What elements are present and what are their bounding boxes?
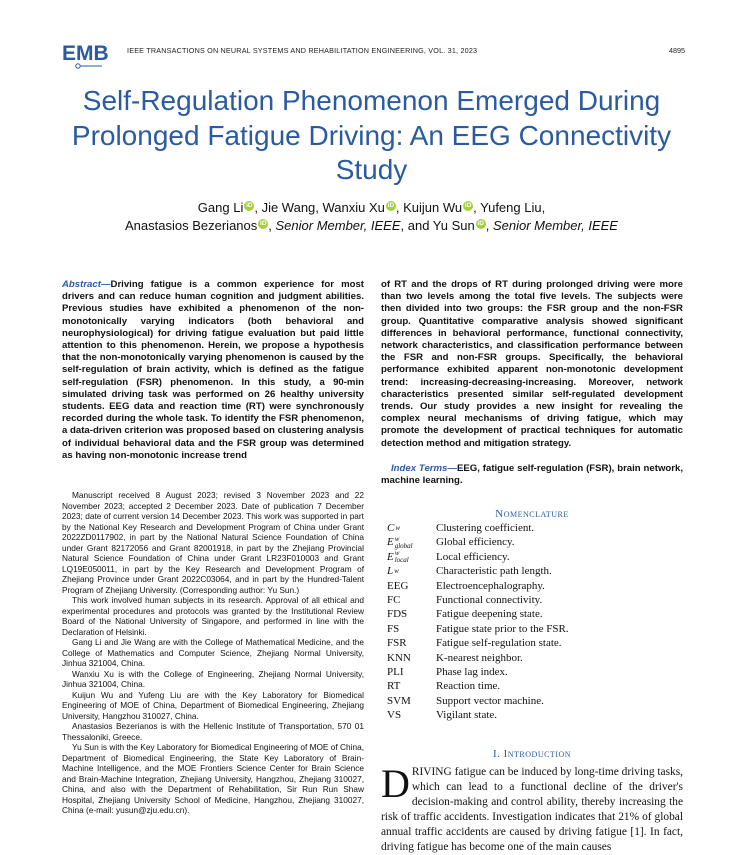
nomenclature-symbol: C w bbox=[387, 522, 401, 534]
orcid-icon[interactable]: iD bbox=[464, 201, 472, 209]
nomenclature-symbol: EEG bbox=[387, 579, 409, 592]
nomenclature-row bbox=[387, 622, 683, 636]
nomenclature-row bbox=[387, 593, 683, 607]
nomenclature-symbol: VS bbox=[387, 709, 402, 722]
nomenclature-symbol: KNN bbox=[387, 651, 411, 664]
introduction-text bbox=[381, 761, 683, 855]
index-terms bbox=[381, 463, 683, 487]
footnote-affiliation: Anastasios Bezerianos is with the Hellenic Institute of Transportation, 570 01 Thessaloniki, Greece. bbox=[62, 721, 364, 742]
author-bezerianos: Anastasios Bezerianos bbox=[125, 218, 258, 233]
nomenclature-symbol: FS bbox=[387, 622, 400, 635]
abstract-right: of RT and the drops of RT during prolonged driving were more than two levels among the total five levels. The subjects were then divided into two groups: the FSR group and the non-FSR group. Quantitative comparative analysis showed significant differences in behavioral performance, functional connectivity, network characteristics, and classification performance between the FSR and non-FSR groups. Specifically, the behavioral performance exhibited apparent non-monotonic development trend: increasing-decreasing-increasing. Moreover, network characteristics presented similar self-regulated development trends. Our study provides a new insight for revealing the complex neural mechanisms of driving fatigue, which may promote the development of practical techniques for automatic detection method and mitigation strategy. bbox=[381, 279, 683, 449]
nomenclature-definition: Vigilant state. bbox=[436, 709, 498, 722]
orcid-icon[interactable]: iD bbox=[260, 219, 267, 227]
abstract-text-left: Driving fatigue is a common experience for most drivers and can reduce human cognition and judgment abilities. Previous studies have exhibited a phenomenon of the non-monotonically varying indicators (both behavioral and neurophysiological) for driving fatigue evaluation but paid little attention to this phenomenon. Herein, we propose a hypothesis that the non-monotonically varying phenomenon is caused by the self-regulation of brain activity, which is defined as the fatigue self-regulation (FSR) phenomenon. In this study, a 90-min simulated driving task was performed on 26 healthy university students. EEG data and reaction time (RT) were synchronously recorded during the whole task. To identify the FSR phenomenon, a data-driven criterion was proposed based on clustering analysis of individual behavioral data and the FSR group was determined as having non-monotonic increase trend bbox=[62, 279, 364, 461]
nomenclature-definition: K-nearest neighbor. bbox=[436, 651, 523, 664]
nomenclature-symbol: FDS bbox=[387, 608, 408, 621]
nomenclature-definition: Characteristic path length. bbox=[436, 565, 552, 578]
drop-cap: D bbox=[381, 761, 410, 806]
footnote-affiliation: Kuijun Wu and Yufeng Liu are with the Key Laboratory for Biomedical Engineering of MOE of China, Department of Biomedical Engineering, Zhejiang University, Hangzhou 310027, China. bbox=[62, 689, 364, 721]
nomenclature-definition: Fatigue state prior to the FSR. bbox=[436, 622, 569, 635]
nomenclature-list bbox=[387, 521, 683, 722]
author-kuijun-wu: Kuijun Wu bbox=[403, 200, 463, 215]
orcid-icon[interactable]: iD bbox=[246, 201, 253, 209]
nomenclature-symbol: RT bbox=[387, 680, 401, 693]
logo-text: EMB bbox=[62, 42, 109, 65]
nomenclature-symbol: E w global bbox=[387, 534, 413, 550]
author-membership: Senior Member, IEEE bbox=[275, 218, 401, 233]
nomenclature-definition: Phase lag index. bbox=[436, 665, 508, 678]
nomenclature-row bbox=[387, 665, 683, 679]
nomenclature-heading: Nomenclature bbox=[495, 508, 569, 520]
nomenclature-row bbox=[387, 651, 683, 665]
nomenclature-definition: Functional connectivity. bbox=[436, 593, 543, 606]
orcid-icon[interactable]: iD bbox=[477, 219, 484, 227]
introduction-heading: I. Introduction bbox=[492, 748, 572, 760]
nomenclature-definition: Clustering coefficient. bbox=[436, 522, 535, 534]
nomenclature-row bbox=[387, 679, 683, 693]
page-number: 4895 bbox=[669, 46, 685, 55]
nomenclature-row bbox=[387, 535, 683, 549]
nomenclature-row bbox=[387, 564, 683, 578]
nomenclature-symbol: E w local bbox=[387, 549, 409, 565]
nomenclature-definition: Global efficiency. bbox=[436, 536, 515, 549]
abstract-label: Abstract— bbox=[62, 279, 111, 290]
footnote-affiliation: Yu Sun is with the Key Laboratory for Biomedical Engineering of MOE of China, Department of Biomedical Engineering, the State Key Laboratory of Brain-Machine Intelligence, and the MOE Frontiers Science Center for Brain Science and Brain-Machine Integration, Zhejiang University, Hangzhou, Zhejiang 310027, China, and also with the Department of Rehabilitation, Sir Run Run Shaw Hospital, Zhejiang University School of Medicine, Hangzhou, Zhejiang 310027, China (e-mail: yusun@zju.edu.cn). bbox=[62, 742, 364, 815]
orcid-icon[interactable]: iD bbox=[387, 201, 395, 209]
nomenclature-row bbox=[387, 550, 683, 564]
nomenclature-symbol: FC bbox=[387, 593, 401, 606]
footnote-affiliation: Gang Li and Jie Wang are with the College of Mathematical Medicine, and the College of Mathematics and Computer Science, Zhejiang Normal University, Jinhua 321004, China. bbox=[62, 637, 364, 668]
paper-title: Self-Regulation Phenomenon Emerged During Prolonged Fatigue Driving: An EEG Connectivity Study bbox=[71, 85, 672, 185]
nomenclature-symbol: FSR bbox=[387, 637, 407, 650]
journal-name: IEEE TRANSACTIONS ON NEURAL SYSTEMS AND REHABILITATION ENGINEERING, VOL. 31, 2023 bbox=[127, 46, 478, 55]
intro-first-word: RIVING bbox=[411, 766, 452, 778]
nomenclature-definition: Fatigue self-regulation state. bbox=[436, 637, 562, 650]
nomenclature-symbol: SVM bbox=[387, 694, 411, 707]
emb-logo bbox=[62, 40, 118, 70]
nomenclature-definition: Fatigue deepening state. bbox=[436, 608, 543, 621]
footnote-manuscript: Manuscript received 8 August 2023; revised 3 November 2023 and 22 November 2023; accepted 2 December 2023. Date of publication 7 December 2023; date of current version 14 December 2023. This work was supported in part by the National Key Research and Development Program of China under Grant 2022ZD0117902, in part by the National Natural Science Foundation of China under Grant 82172056 and Grant 82001918, in part by the Zhejiang Provincial Natural Science Foundation of China under Grant LR23F010003 and Grant LQ19E050011, in part by the Key Research and Development Program of Zhejiang Province under Grant 2022C03064, and in part by the Hundred-Talent Program of Zhejiang University. (Corresponding author: Yu Sun.) bbox=[62, 490, 364, 595]
author-gang-li: Gang Li bbox=[197, 200, 244, 215]
footnote-affiliation: Wanxiu Xu is with the College of Engineering, Zhejiang Normal University, Jinhua 321004, China. bbox=[62, 668, 364, 689]
nomenclature-definition: Support vector machine. bbox=[436, 694, 544, 707]
author-membership: Senior Member, IEEE bbox=[492, 218, 618, 233]
nomenclature-symbol: L w bbox=[387, 565, 399, 578]
nomenclature-definition: Reaction time. bbox=[436, 680, 501, 693]
author-wang-xu: Jie Wang, Wanxiu Xu bbox=[261, 200, 385, 215]
author-yufeng-liu: Yufeng Liu, bbox=[480, 200, 546, 215]
nomenclature-row bbox=[387, 636, 683, 650]
nomenclature-definition: Local efficiency. bbox=[436, 550, 510, 563]
author-list: Gang Li iD , Jie Wang, Wanxiu Xu iD , Kuijun Wu iD , Yufeng Liu, Anastasios Bezerianos iD , Senior Member, IEEE, and Yu Sun iD , Senior Member, IEEE bbox=[125, 200, 618, 233]
footnotes bbox=[62, 490, 364, 816]
author-yu-sun: and Yu Sun bbox=[407, 218, 475, 233]
abstract-left bbox=[62, 279, 364, 462]
nomenclature-row bbox=[387, 521, 683, 535]
index-terms-text: EEG, fatigue self-regulation (FSR), brain network, machine learning. bbox=[381, 463, 683, 487]
nomenclature-definition: Electroencephalography. bbox=[436, 579, 545, 592]
nomenclature-row bbox=[387, 694, 683, 708]
nomenclature-row bbox=[387, 607, 683, 621]
nomenclature-row bbox=[387, 708, 683, 722]
footnote-ethics: This work involved human subjects in its research. Approval of all ethical and experimental procedures and protocols was granted by the Institutional Review Board of the National University of Singapore, and performed in line with the Declaration of Helsinki. bbox=[62, 595, 364, 637]
nomenclature-row bbox=[387, 579, 683, 593]
index-terms-label: Index Terms— bbox=[391, 463, 457, 474]
intro-body: fatigue can be induced by long-time driving tasks, which can lead to a functional decline of the driver's decision-making and control ability, thereby increasing the risk of traffic accidents. Investigation indicates that 21% of global annual traffic accidents are caused by driving fatigue [1]. In fact, driving fatigue has become one of the main causes bbox=[381, 766, 683, 853]
nomenclature-symbol: PLI bbox=[387, 665, 404, 678]
